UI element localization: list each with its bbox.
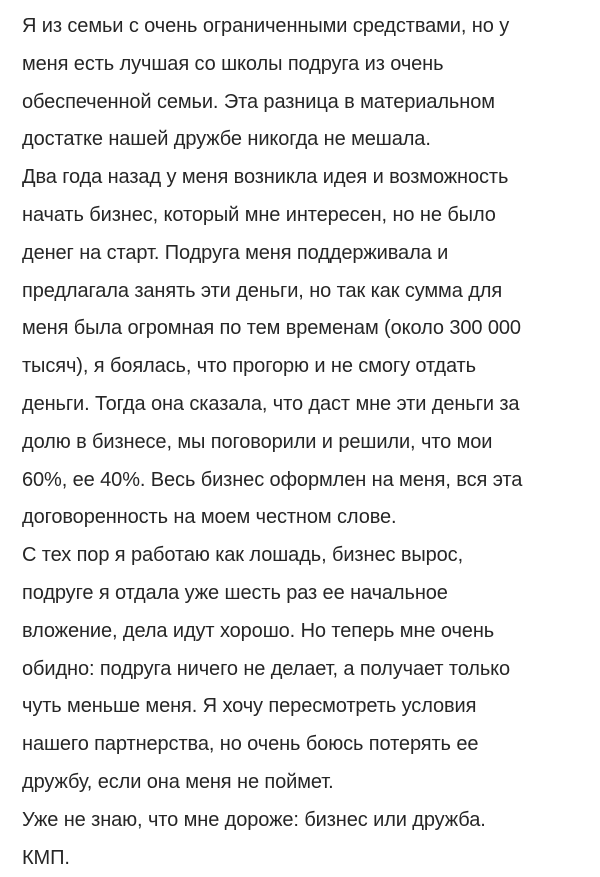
text-line: предлагала занять эти деньги, но так как сумма для bbox=[22, 279, 503, 302]
text-line: тысяч), я боялась, что прогорю и не смогу отдать bbox=[22, 355, 476, 378]
text-line: Два года назад у меня возникла идея и возможность bbox=[22, 166, 509, 189]
text-line: достатке нашей дружбе никогда не мешала. bbox=[22, 128, 431, 151]
text-line: договоренность на моем честном слове. bbox=[22, 506, 397, 529]
text-line: дружбу, если она меня не поймет. bbox=[22, 770, 334, 793]
text-line: долю в бизнесе, мы поговорили и решили, что мои bbox=[22, 430, 493, 453]
signature: КМП. bbox=[22, 846, 70, 869]
text-line: подруге я отдала уже шесть раз ее начальное bbox=[22, 581, 448, 604]
text-line: 60%, ее 40%. Весь бизнес оформлен на меня, вся эта bbox=[22, 468, 523, 491]
text-line: Я из семьи с очень ограниченными средствами, но у bbox=[22, 15, 510, 37]
text-line: Уже не знаю, что мне дороже: бизнес или дружба. bbox=[22, 808, 486, 831]
text-line: меня была огромная по тем временам (около 300 000 bbox=[22, 317, 521, 340]
text-line: обеспеченной семьи. Эта разница в материальном bbox=[22, 90, 495, 113]
text-line: нашего партнерства, но очень боюсь потерять ее bbox=[22, 733, 479, 756]
text-line: денег на старт. Подруга меня поддерживала и bbox=[22, 241, 449, 264]
text-line: чуть меньше меня. Я хочу пересмотреть условия bbox=[22, 695, 477, 718]
text-line: обидно: подруга ничего не делает, а получает только bbox=[22, 657, 511, 680]
text-line: деньги. Тогда она сказала, что даст мне эти деньги за bbox=[22, 392, 520, 415]
text-line: начать бизнес, который мне интересен, но не было bbox=[22, 203, 496, 226]
text-line: С тех пор я работаю как лошадь, бизнес вырос, bbox=[22, 544, 464, 567]
text-line: вложение, дела идут хорошо. Но теперь мне очень bbox=[22, 619, 495, 642]
text-line: меня есть лучшая со школы подруга из очень bbox=[22, 52, 444, 75]
